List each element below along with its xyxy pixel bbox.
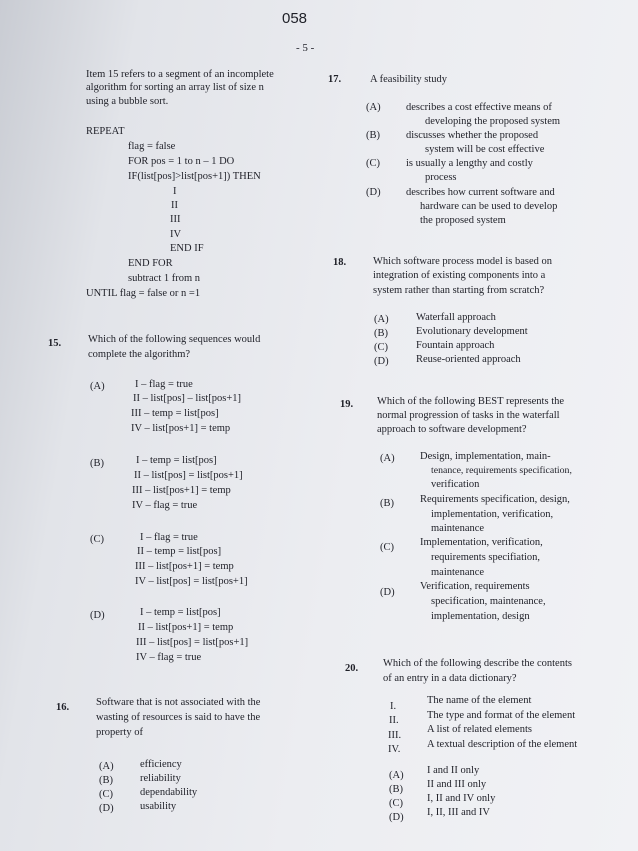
item-numeral: II.: [389, 715, 399, 726]
option-text: dependability: [140, 787, 198, 798]
question-number: 16.: [56, 702, 70, 713]
option-letter: (A): [99, 761, 114, 772]
option-line: Verification, requirements: [420, 581, 530, 592]
question-stem-line: of an entry in a data dictionary?: [383, 673, 517, 684]
code-line: III: [170, 214, 181, 225]
option-line: IV – flag = true: [132, 500, 198, 511]
item-text: A list of related elements: [427, 724, 532, 735]
item-text: The type and format of the element: [427, 710, 576, 721]
option-line: the proposed system: [420, 215, 506, 226]
option-letter: (C): [99, 789, 113, 800]
option-line: II – list[pos] – list[pos+1]: [133, 393, 241, 404]
option-line: Implementation, verification,: [420, 537, 543, 548]
question-number: 20.: [345, 663, 359, 674]
option-line: implementation, design: [431, 611, 530, 622]
option-line: describes a cost effective means of: [406, 102, 552, 113]
option-line: II – list[pos] = list[pos+1]: [134, 470, 243, 481]
option-letter: (D): [389, 812, 404, 823]
option-line: I – temp = list[pos]: [136, 455, 217, 466]
option-text: Fountain approach: [416, 340, 495, 351]
option-line: maintenance: [431, 567, 485, 578]
code-line: END IF: [170, 243, 204, 254]
option-line: tenance, requirements specification,: [431, 465, 572, 476]
question-number: 18.: [333, 257, 347, 268]
option-letter: (A): [90, 381, 105, 392]
option-text: I, II and IV only: [427, 793, 496, 804]
option-text: Waterfall approach: [416, 312, 496, 323]
option-text: I and II only: [427, 765, 480, 776]
option-letter: (B): [90, 458, 104, 469]
option-text: usability: [140, 801, 177, 812]
option-letter: (A): [389, 770, 404, 781]
option-line: maintenance: [431, 523, 485, 534]
item-numeral: III.: [388, 730, 402, 741]
option-line: III – temp = list[pos]: [131, 408, 219, 419]
option-line: process: [425, 172, 457, 183]
question-stem-line: normal progression of tasks in the waterfall: [377, 410, 560, 421]
option-letter: (B): [99, 775, 113, 786]
option-letter: (C): [90, 534, 104, 545]
option-line: IV – list[pos] = list[pos+1]: [135, 576, 248, 587]
question-stem-line: Software that is not associated with the: [96, 697, 261, 708]
option-letter: (C): [380, 542, 394, 553]
option-line: I – flag = true: [135, 379, 193, 390]
question-stem-line: Which of the following sequences would: [88, 334, 261, 345]
code-line: flag = false: [128, 141, 176, 152]
option-letter: (B): [380, 498, 394, 509]
option-letter: (D): [366, 187, 381, 198]
code-line: UNTIL flag = false or n =1: [86, 288, 201, 299]
code-line: I: [173, 186, 177, 197]
option-letter: (B): [366, 130, 380, 141]
code-line: FOR pos = 1 to n – 1 DO: [128, 156, 235, 167]
question-stem-line: integration of existing components into a: [373, 270, 546, 281]
option-letter: (C): [389, 798, 403, 809]
option-line: requirements specifiation,: [431, 552, 541, 563]
option-line: implementation, verification,: [431, 509, 554, 520]
option-text: I, II, III and IV: [427, 807, 490, 818]
question-stem-line: wasting of resources is said to have the: [96, 712, 261, 723]
option-line: II – list[pos+1] = temp: [138, 622, 234, 633]
item-numeral: IV.: [388, 744, 401, 755]
option-line: IV – list[pos+1] = temp: [131, 423, 231, 434]
option-line: discusses whether the proposed: [406, 130, 539, 141]
option-text: efficiency: [140, 759, 182, 770]
question-stem-line: Which of the following describe the contents: [383, 658, 572, 669]
option-line: describes how current software and: [406, 187, 555, 198]
item-text: The name of the element: [427, 695, 532, 706]
option-letter: (D): [90, 610, 105, 621]
option-line: verification: [431, 479, 480, 490]
option-line: Design, implementation, main-: [420, 451, 551, 462]
question-stem-line: property of: [96, 727, 143, 738]
option-letter: (C): [366, 158, 380, 169]
option-line: I – flag = true: [140, 532, 198, 543]
option-line: IV – flag = true: [136, 652, 202, 663]
option-line: I – temp = list[pos]: [140, 607, 221, 618]
code-line: subtract 1 from n: [128, 273, 201, 284]
question-stem-line: Which of the following BEST represents the: [377, 396, 565, 407]
question-number: 17.: [328, 74, 342, 85]
code-line: II: [171, 200, 178, 211]
code-line: REPEAT: [86, 126, 125, 137]
option-letter: (A): [366, 102, 381, 113]
question-stem-line: approach to software development?: [377, 424, 527, 435]
option-letter: (C): [374, 342, 388, 353]
option-letter: (D): [99, 803, 114, 814]
question-stem-line: A feasibility study: [370, 74, 447, 85]
option-line: is usually a lengthy and costly: [406, 158, 533, 169]
option-line: Requirements specification, design,: [420, 494, 570, 505]
option-text: Reuse-oriented approach: [416, 354, 521, 365]
page-number: - 5 -: [296, 42, 315, 54]
option-letter: (B): [374, 328, 388, 339]
option-line: specification, maintenance,: [431, 596, 546, 607]
question-stem-line: system rather than starting from scratch?: [373, 285, 545, 296]
option-line: system will be cost effective: [425, 144, 545, 155]
code-line: IV: [170, 229, 182, 240]
option-line: III – list[pos+1] = temp: [135, 561, 234, 572]
paper-code: 058: [282, 10, 308, 27]
option-letter: (B): [389, 784, 403, 795]
item-text: A textual description of the element: [427, 739, 578, 750]
item15-intro-line: using a bubble sort.: [86, 96, 169, 107]
question-number: 19.: [340, 399, 354, 410]
code-line: IF(list[pos]>list[pos+1]) THEN: [128, 171, 261, 182]
option-line: hardware can be used to develop: [420, 201, 558, 212]
item15-intro-line: Item 15 refers to a segment of an incomplete: [86, 69, 274, 80]
option-line: developing the proposed system: [425, 116, 561, 127]
item-numeral: I.: [390, 701, 397, 712]
option-text: reliability: [140, 773, 181, 784]
code-line: END FOR: [128, 258, 173, 269]
option-letter: (D): [374, 356, 389, 367]
option-letter: (A): [380, 453, 395, 464]
option-line: III – list[pos+1] = temp: [132, 485, 231, 496]
question-stem-line: complete the algorithm?: [88, 349, 191, 360]
option-line: II – temp = list[pos]: [137, 546, 222, 557]
option-line: III – list[pos] = list[pos+1]: [136, 637, 249, 648]
option-text: II and III only: [427, 779, 487, 790]
option-letter: (A): [374, 314, 389, 325]
option-text: Evolutionary development: [416, 326, 528, 337]
question-number: 15.: [48, 338, 62, 349]
item15-intro-line: algorithm for sorting an array list of size n: [86, 82, 264, 93]
option-letter: (D): [380, 587, 395, 598]
question-stem-line: Which software process model is based on: [373, 256, 553, 267]
